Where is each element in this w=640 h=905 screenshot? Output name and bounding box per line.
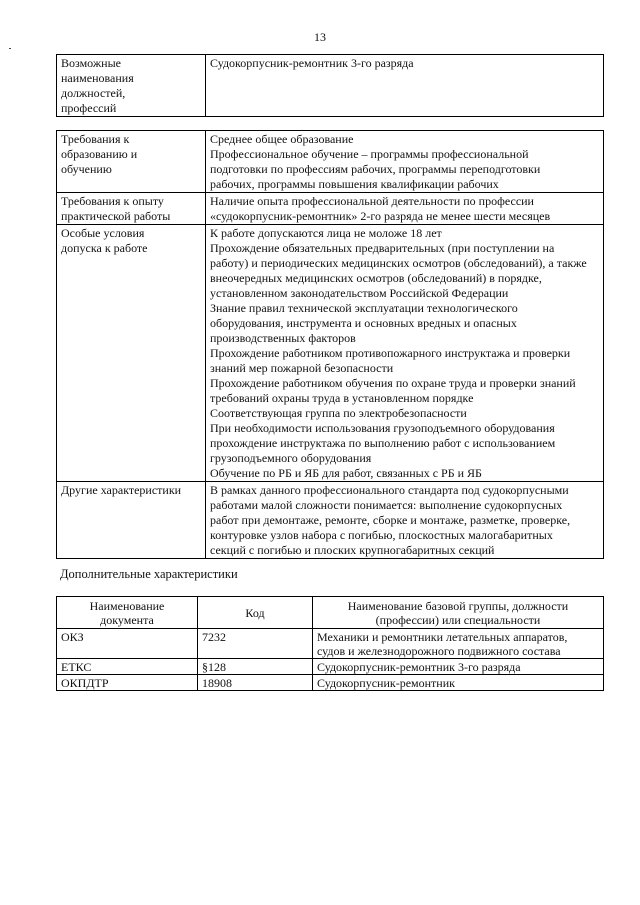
value-line: подготовки по профессиям рабочих, программы переподготовки xyxy=(210,162,541,176)
table-row xyxy=(57,55,604,117)
job-titles-table xyxy=(56,54,604,117)
doc-cell: ЕТКС xyxy=(57,659,198,675)
requirement-row xyxy=(57,131,604,193)
table-row xyxy=(57,659,604,675)
value-line: Среднее общее образование xyxy=(210,132,354,146)
header-line: Наименование базовой группы, должности xyxy=(347,599,569,613)
value-line: Знание правил технической эксплуатации технологического xyxy=(210,301,518,315)
value-line: рабочих, программы повышения квалификации рабочих xyxy=(210,177,499,191)
value-line: работ при демонтаже, ремонте, сборке и монтаже, разметке, проверке, xyxy=(210,513,571,527)
requirement-label xyxy=(57,131,206,193)
value-line: Прохождение работником противопожарного инструктажа и проверки xyxy=(210,346,571,360)
name-cell xyxy=(313,629,604,659)
header-line: Код xyxy=(245,606,265,620)
value-line: Прохождение обязательных предварительных (при поступлении на xyxy=(210,241,555,255)
doc-cell: ОКПДТР xyxy=(57,675,198,691)
label-line: должностей, xyxy=(61,86,126,100)
value-line: знаний мер пожарной безопасности xyxy=(210,361,394,375)
label-line: профессий xyxy=(61,101,117,115)
code-cell: §128 xyxy=(198,659,313,675)
value-line: Наличие опыта профессиональной деятельности по профессии xyxy=(210,194,534,208)
label-line: Возможные xyxy=(61,56,121,70)
name-line: Судокорпусник-ремонтник xyxy=(317,676,455,690)
header-line: (профессии) или специальности xyxy=(375,613,541,627)
header-line: Наименование xyxy=(89,599,165,613)
requirement-row xyxy=(57,482,604,559)
table-row xyxy=(57,629,604,659)
requirement-value xyxy=(206,193,604,225)
value-line: грузоподъемного оборудования xyxy=(210,451,372,465)
code-cell: 7232 xyxy=(198,629,313,659)
value-line: Прохождение работником обучения по охране труда и проверки знаний xyxy=(210,376,576,390)
value-line: В рамках данного профессионального стандарта под судокорпусными xyxy=(210,483,569,497)
requirement-value xyxy=(206,131,604,193)
label-line: образованию и xyxy=(61,147,138,161)
margin-mark xyxy=(9,48,11,49)
value-line: Судокорпусник-ремонтник 3-го разряда xyxy=(210,56,414,70)
name-line: Судокорпусник-ремонтник 3-го разряда xyxy=(317,660,521,674)
requirement-label xyxy=(57,193,206,225)
requirement-value xyxy=(206,225,604,482)
value-line: прохождение инструктажа по выполнению работ с использованием xyxy=(210,436,556,450)
header-line: документа xyxy=(100,613,154,627)
value-line: оборудования, инструмента и основных вредных и опасных xyxy=(210,316,517,330)
label-line: Особые условия xyxy=(61,226,145,240)
label-line: обучению xyxy=(61,162,112,176)
table-header-row xyxy=(57,597,604,629)
header-document xyxy=(57,597,198,629)
value-line: контуровке узлов набора с погибью, плоскостных малогабаритных xyxy=(210,528,553,542)
value-line: Профессиональное обучение – программы профессиональной xyxy=(210,147,529,161)
value-line: работами малой сложности понимается: выполнение судокорпусных xyxy=(210,498,563,512)
doc-cell: ОКЗ xyxy=(57,629,198,659)
job-titles-label xyxy=(57,55,206,117)
value-line: К работе допускаются лица не моложе 18 лет xyxy=(210,226,442,240)
label-line: Требования к опыту xyxy=(61,194,164,208)
requirement-label xyxy=(57,225,206,482)
section-subtitle: Дополнительные характеристики xyxy=(60,567,238,581)
header-code xyxy=(198,597,313,629)
header-name xyxy=(313,597,604,629)
name-cell xyxy=(313,675,604,691)
code-cell: 18908 xyxy=(198,675,313,691)
requirement-value xyxy=(206,482,604,559)
label-line: допуска к работе xyxy=(61,241,148,255)
requirements-table xyxy=(56,130,604,559)
label-line: Другие характеристики xyxy=(61,483,182,497)
value-line: требований охраны труда в установленном порядке xyxy=(210,391,474,405)
value-line: работу) и периодических медицинских осмотров (обследований), а также xyxy=(210,256,587,270)
additional-table xyxy=(56,596,604,691)
value-line: При необходимости использования грузоподъемного оборудования xyxy=(210,421,555,435)
page-number: 13 xyxy=(314,30,326,44)
job-titles-value xyxy=(206,55,604,117)
requirement-row xyxy=(57,225,604,482)
value-line: внеочередных медицинских осмотров (обследований) в порядке, xyxy=(210,271,542,285)
label-line: Требования к xyxy=(61,132,130,146)
value-line: «судокорпусник-ремонтник» 2-го разряда не менее шести месяцев xyxy=(210,209,551,223)
name-cell xyxy=(313,659,604,675)
label-line: наименования xyxy=(61,71,134,85)
value-line: производственных факторов xyxy=(210,331,356,345)
value-line: Обучение по РБ и ЯБ для работ, связанных с РБ и ЯБ xyxy=(210,466,482,480)
requirement-label xyxy=(57,482,206,559)
value-line: секций с погибью и плоских крупногабаритных секций xyxy=(210,543,495,557)
value-line: установленном законодательством Российской Федерации xyxy=(210,286,509,300)
name-line: Механики и ремонтники летательных аппаратов, xyxy=(317,630,568,644)
requirement-row xyxy=(57,193,604,225)
table-row xyxy=(57,675,604,691)
name-line: судов и железнодорожного подвижного состава xyxy=(317,644,561,658)
value-line: Соответствующая группа по электробезопасности xyxy=(210,406,467,420)
label-line: практической работы xyxy=(61,209,171,223)
